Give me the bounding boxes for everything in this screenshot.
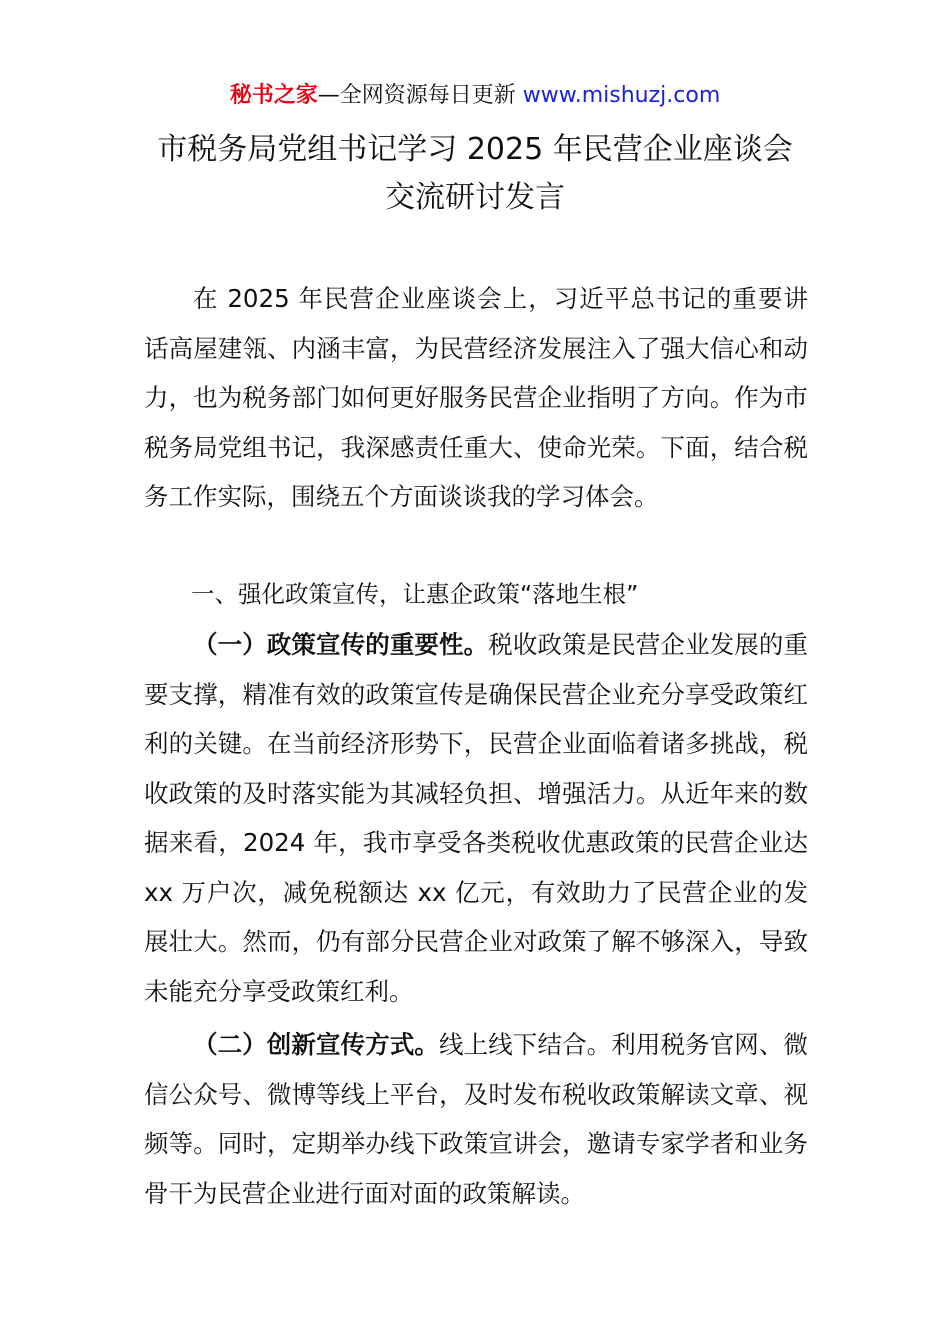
document-title-line-1: 市税务局党组书记学习 2025 年民营企业座谈会 [157, 132, 793, 167]
section-1-heading: 一、强化政策宣传，让惠企政策“落地生根” [191, 580, 639, 608]
section-1-sub-1-paragraph [144, 620, 808, 1016]
intro-text: 在 2025 年民营企业座谈会上，习近平总书记的重要讲话高屋建瓴、内涵丰富，为民营经济发展注入了强大信心和动力，也为税务部门如何更好服务民营企业指明了方向。作为市税务局党组书记，我深感责任重大、使命光荣。下面，结合税务工作实际，围绕五个方面谈谈我的学习体会。 [144, 284, 808, 511]
sub-2-lead: （二）创新宣传方式。 [193, 1030, 440, 1059]
site-banner [0, 80, 950, 112]
section-1-sub-2-paragraph [144, 1020, 808, 1218]
banner-brand: 秘书之家 [229, 83, 318, 108]
sub-1-lead: （一）政策宣传的重要性。 [193, 630, 489, 659]
banner-site-link[interactable]: www.mishuzj.com [522, 83, 721, 108]
intro-paragraph [144, 274, 808, 522]
sub-1-text: 税收政策是民营企业发展的重要支撑，精准有效的政策宣传是确保民营企业充分享受政策红利的关键。在当前经济形势下，民营企业面临着诸多挑战，税收政策的及时落实能为其减轻负担、增强活力。从近年来的数据来看，2024 年，我市享受各类税收优惠政策的民营企业达 xx 万户次，减免税额达 xx 亿元，有效助力了民营企业的发展壮大。然而，仍有部分民营企业对政策了解不够深入，导致未能充分享受政策红利。 [144, 630, 808, 1006]
banner-slogan: —全网资源每日更新 [317, 83, 523, 108]
document-title-line-2: 交流研讨发言 [385, 180, 565, 215]
sub-2-text: 线上线下结合。利用税务官网、微信公众号、微博等线上平台，及时发布税收政策解读文章、视频等。同时，定期举办线下政策宣讲会，邀请专家学者和业务骨干为民营企业进行面对面的政策解读。 [144, 1030, 809, 1208]
